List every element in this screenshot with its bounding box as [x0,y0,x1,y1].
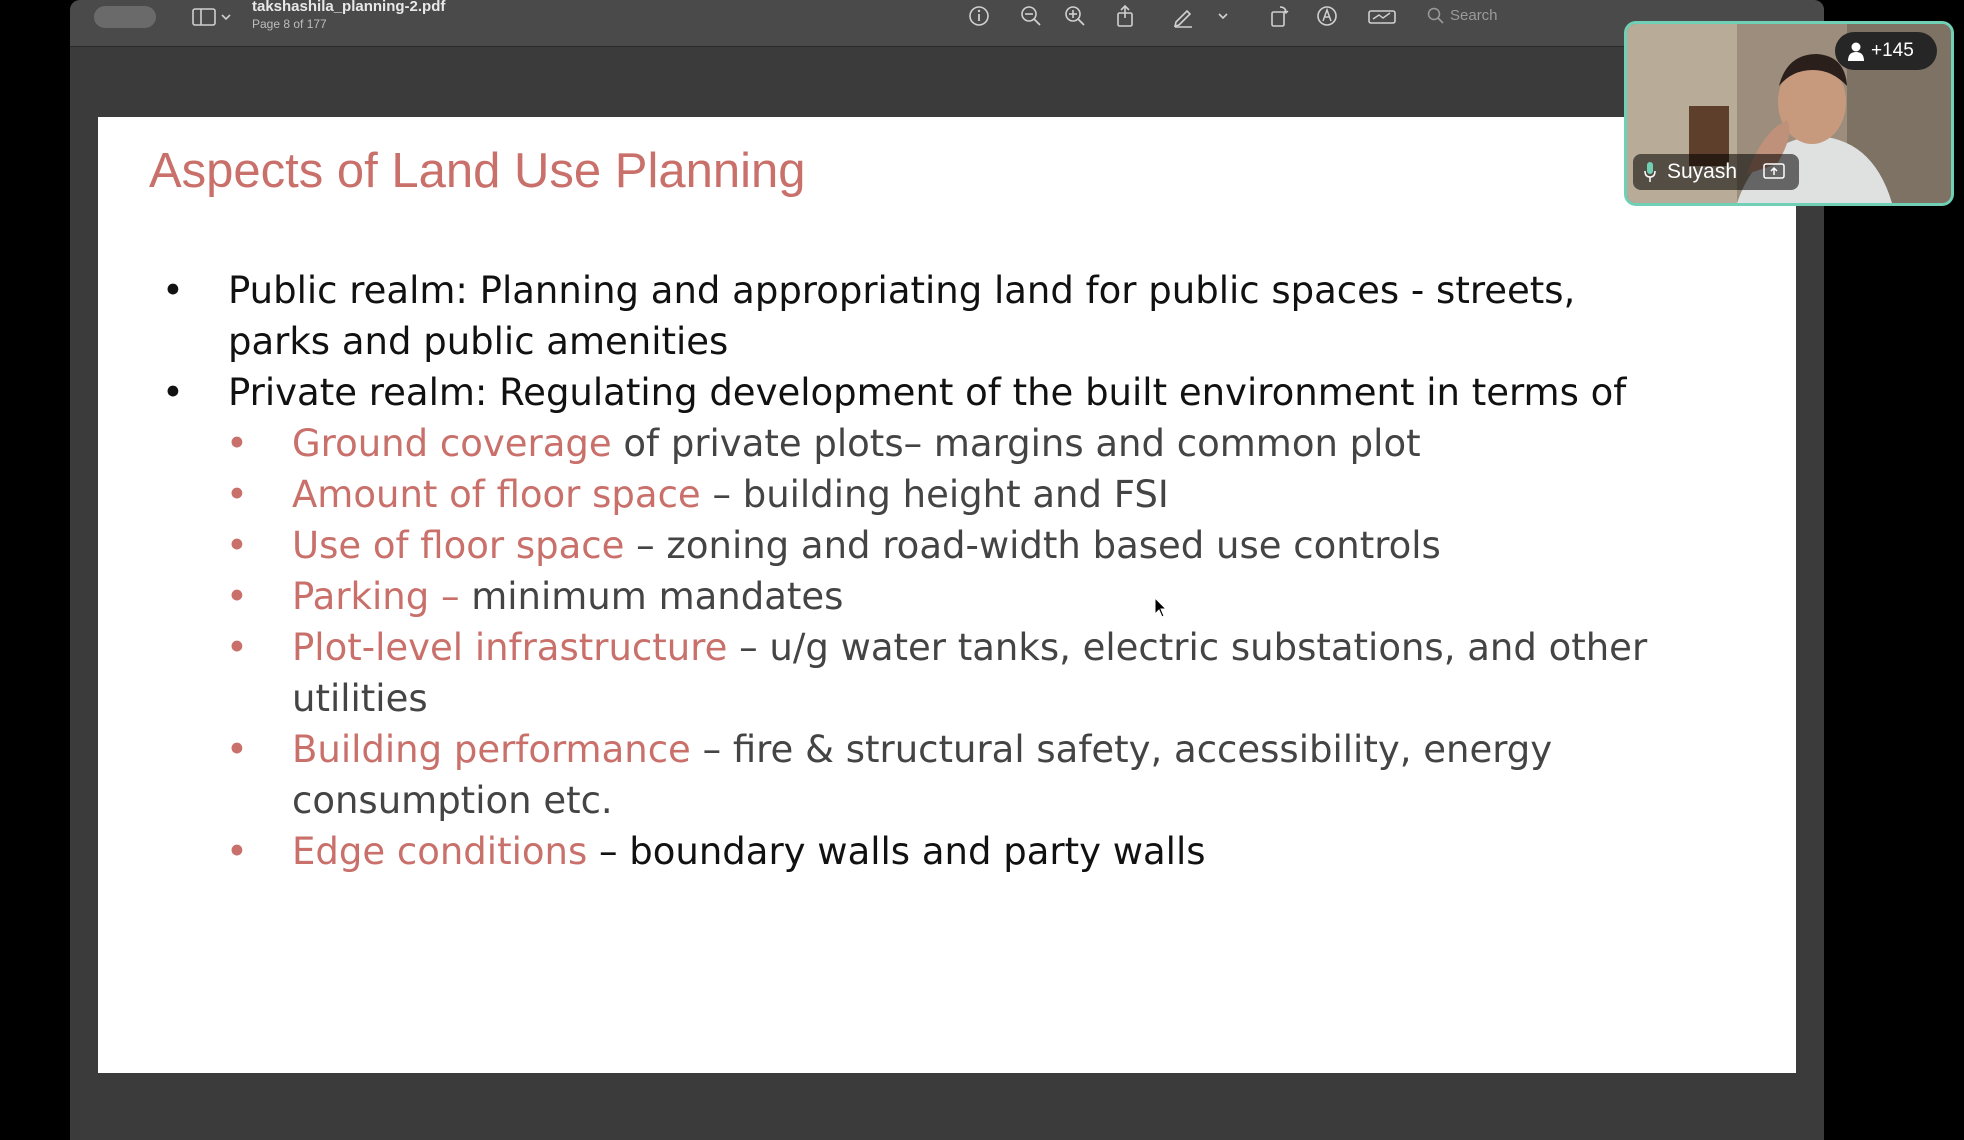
bullet-marker: • [162,371,184,414]
sub-bullet-detail: – boundary walls and party walls [587,830,1206,873]
sub-bullet-detail: – zoning and road-width based use controls [624,524,1441,567]
sub-bullet-term: Ground coverage [292,422,612,465]
microphone-icon [1643,161,1657,183]
sub-bullet-marker: • [226,575,248,618]
zoom-in-button[interactable] [1062,3,1088,29]
sub-bullet-term: Plot-level infrastructure [292,626,728,669]
sub-bullet-detail: – u/g water tanks, electric substations, and other [727,626,1648,669]
sub-bullet-edge-conditions [226,826,1712,877]
bullet-private-realm [162,367,1708,418]
zoom-in-icon [1062,3,1088,29]
sub-bullet-detail: of private plots– margins and common plot [611,422,1421,465]
document-title: takshashila_planning-2.pdf [252,0,446,15]
search-placeholder: Search [1450,7,1498,24]
sub-bullet-marker: • [226,422,248,465]
info-icon [966,3,992,29]
annotate-button[interactable] [1314,3,1340,29]
bullet-marker: • [162,269,184,312]
markup-menu-button[interactable] [1210,3,1236,29]
sub-bullet-building-performance [226,724,1712,826]
sub-bullet-term: Parking – [292,575,460,618]
participant-count-badge[interactable] [1835,32,1937,70]
search-icon [1426,6,1446,26]
sub-bullet-detail: – building height and FSI [700,473,1169,516]
bullet-text-line: parks and public amenities [228,320,729,363]
chevron-down-icon [1210,3,1236,29]
sub-bullet-marker: • [226,524,248,567]
markup-pen-icon [1170,3,1196,29]
sub-bullet-term: Building performance [292,728,691,771]
video-call-tile[interactable] [1624,21,1954,206]
sub-bullet-marker: • [226,830,248,873]
person-icon [1847,41,1865,61]
rotate-button[interactable] [1266,3,1292,29]
form-fill-button[interactable] [1366,3,1400,29]
form-sign-icon [1366,3,1400,29]
markup-button[interactable] [1170,3,1196,29]
sub-bullet-detail: minimum mandates [459,575,844,618]
rotate-icon [1266,3,1292,29]
bullet-text-line: Public realm: Planning and appropriating land for public spaces - streets, [228,269,1576,312]
bullet-text-line: Private realm: Regulating development of the built environment in terms of [228,371,1627,414]
sub-bullet-marker: • [226,728,248,771]
screen-share-icon [1763,163,1785,181]
sub-bullet-plot-infrastructure [226,622,1712,724]
zoom-out-button[interactable] [1018,3,1044,29]
sub-bullet-floor-space-amount [226,469,1712,520]
pdf-page-slide [98,117,1796,1073]
sub-bullet-term: Edge conditions [292,830,588,873]
sub-bullet-continuation: consumption etc. [292,779,613,822]
annotate-icon [1314,3,1340,29]
window-controls[interactable] [94,6,156,28]
search-field[interactable] [1422,4,1622,28]
sub-bullet-ground-coverage [226,418,1712,469]
sub-bullet-term: Use of floor space [292,524,625,567]
sub-bullet-detail: – fire & structural safety, accessibility, energy [690,728,1553,771]
share-icon [1112,3,1138,29]
sub-bullet-marker: • [226,626,248,669]
pdf-viewer-window [70,0,1824,1140]
sub-bullet-continuation: utilities [292,677,428,720]
speaker-name: Suyash [1667,160,1738,183]
sub-bullet-term: Amount of floor space [292,473,701,516]
sidebar-toggle-button[interactable] [190,6,234,28]
share-button[interactable] [1112,3,1138,29]
sub-bullet-parking [226,571,1712,622]
mouse-cursor-icon [1154,597,1168,619]
sub-bullet-marker: • [226,473,248,516]
zoom-out-icon [1018,3,1044,29]
bullet-public-realm [162,265,1708,367]
viewer-toolbar [70,0,1824,47]
slide-title: Aspects of Land Use Planning [149,144,806,198]
sidebar-icon [190,6,234,28]
page-indicator: Page 8 of 177 [252,17,327,31]
participant-count: +145 [1871,40,1914,61]
info-button[interactable] [966,3,992,29]
speaker-name-tag [1633,154,1799,190]
sub-bullet-floor-space-use [226,520,1712,571]
